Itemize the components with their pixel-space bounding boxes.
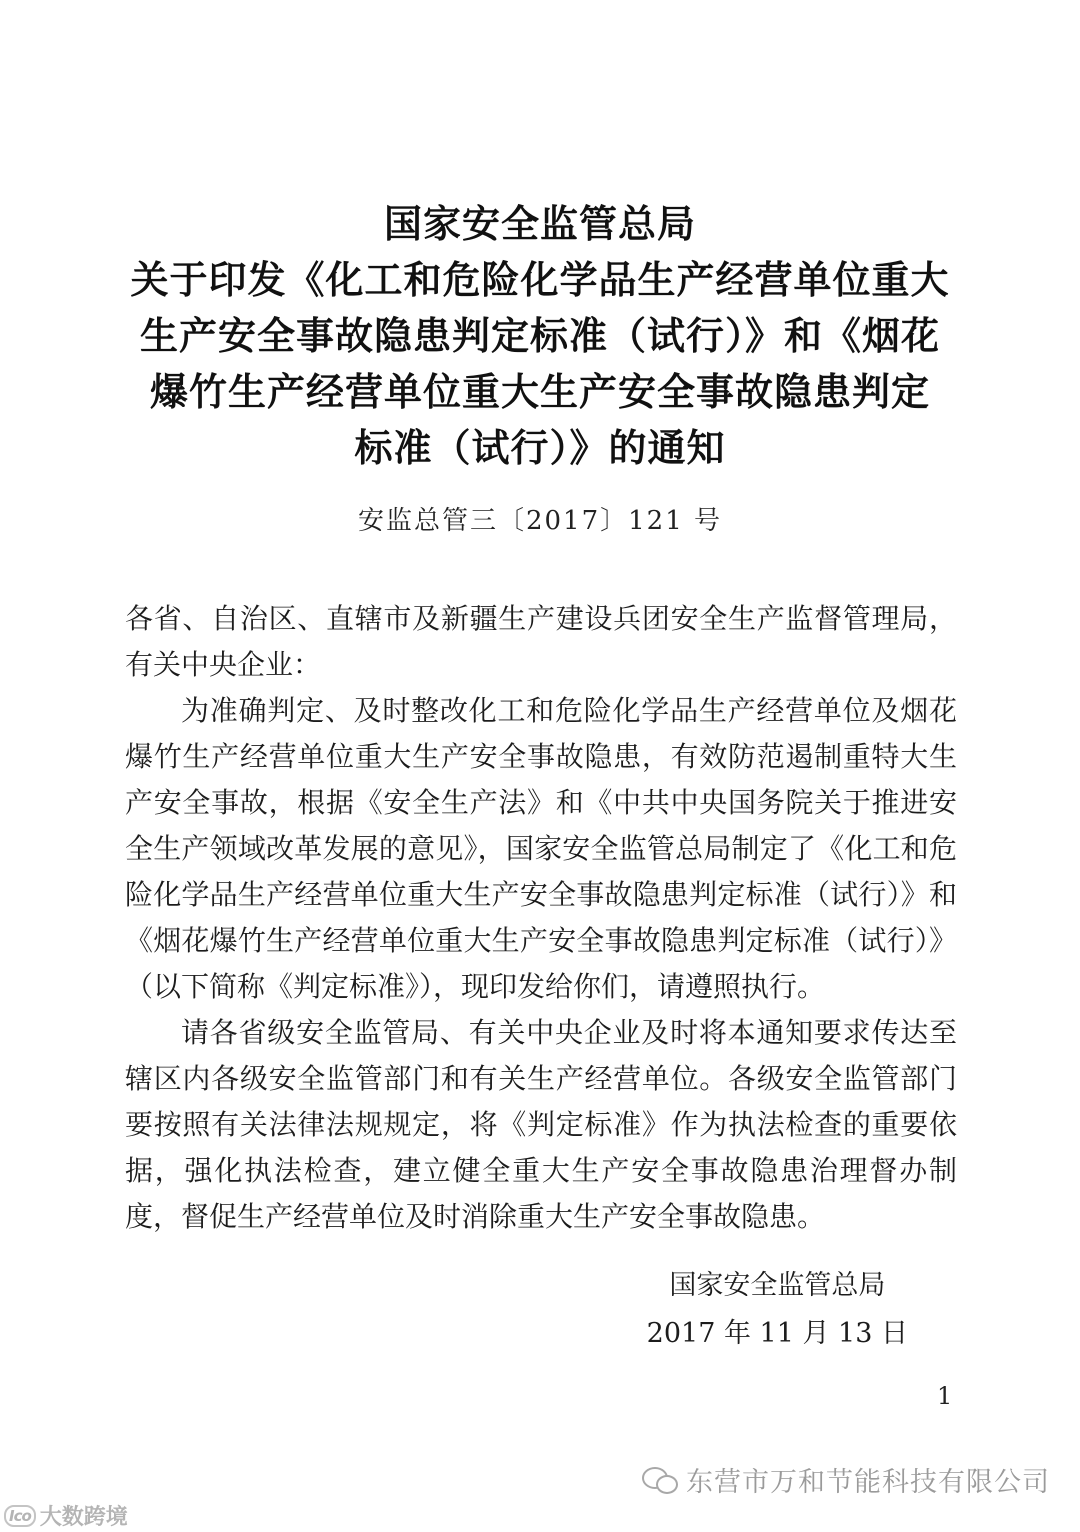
title-line: 生产安全事故隐患判定标准（试行）》和《烟花 xyxy=(139,314,940,358)
document-number: 安监总管三〔2017〕121 号 xyxy=(357,506,723,536)
source-logo: Ico xyxy=(4,1505,36,1527)
title-line: 标准（试行）》的通知 xyxy=(354,426,726,470)
title-line: 爆竹生产经营单位重大生产安全事故隐患判定 xyxy=(149,370,930,414)
company-watermark-text: 东营市万和节能科技有限公司 xyxy=(686,1467,1050,1498)
title-line: 关于印发《化工和危险化学品生产经营单位重大 xyxy=(130,258,950,302)
title-line: 国家安全监管总局 xyxy=(383,202,696,246)
wechat-icon xyxy=(642,1465,678,1495)
page-number: 1 xyxy=(937,1382,953,1410)
document-body xyxy=(125,596,957,1240)
company-watermark xyxy=(642,1460,1050,1499)
salutation: 各省、自治区、直辖市及新疆生产建设兵团安全生产监督管理局，有关中央企业： xyxy=(125,602,957,681)
signature-block xyxy=(647,1262,908,1358)
source-watermark-text: 大数跨境 xyxy=(39,1505,128,1530)
source-watermark xyxy=(4,1500,128,1531)
issuer-name: 国家安全监管总局 xyxy=(669,1270,886,1301)
document-title xyxy=(0,196,1080,476)
body-paragraph: 请各省级安全监管局、有关中央企业及时将本通知要求传达至辖区内各级安全监管部门和有关生产经营单位。各级安全监管部门要按照有关法律法规规定，将《判定标准》作为执法检查的重要依据，强化执法检查，建立健全重大生产安全事故隐患治理督办制度，督促生产经营单位及时消除重大生产安全事故隐患。 xyxy=(125,1016,957,1233)
issue-date: 2017 年 11 月 13 日 xyxy=(646,1318,908,1349)
body-paragraph: 为准确判定、及时整改化工和危险化学品生产经营单位及烟花爆竹生产经营单位重大生产安全事故隐患，有效防范遏制重特大生产安全事故，根据《安全生产法》和《中共中央国务院关于推进安全生产领域改革发展的意见》，国家安全监管总局制定了《化工和危险化学品生产经营单位重大生产安全事故隐患判定标准（试行）》和《烟花爆竹生产经营单位重大生产安全事故隐患判定标准（试行）》（以下简称《判定标准》），现印发给你们，请遵照执行。 xyxy=(125,694,957,1003)
